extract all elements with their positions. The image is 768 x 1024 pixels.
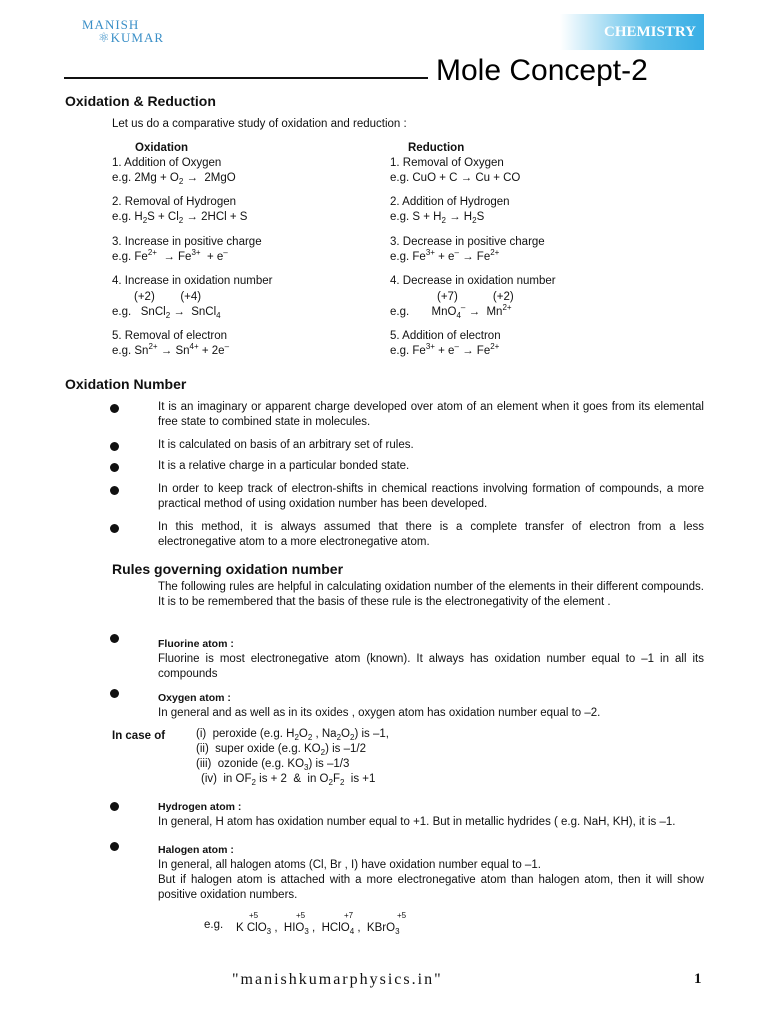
red-states-4: (+7) (+2) [437,291,514,303]
logo-line2-text: KUMAR [110,30,165,45]
case-fluorides: (iv) in $OF_2$ is + 2 & in $O_2F_2$ is +1 [201,773,376,787]
footer-site: "manishkumarphysics.in" [232,971,443,988]
subject-banner [560,14,704,50]
bullet-icon [110,802,119,811]
col-head-oxidation: Oxidation [135,142,189,154]
oxred-intro: Let us do a comparative study of oxidation and reduction : [112,118,407,130]
red-rule-2: 2. Addition of Hydrogen [390,196,510,208]
red-eq-2: e.g. $S + H_2 \to H_2S$ [390,211,485,225]
oxnum-point-3: It is a relative charge in a particular bonded state. [158,460,410,472]
ox-rule-3: 3. Increase in positive charge [112,236,262,248]
oxnum-point-4: In order to keep track of electron-shifts in chemical reactions involving formation of compounds, a more practical method of using oxidation number has been developed. [158,483,704,510]
ox-states-4: (+2) (+4) [134,291,202,303]
logo [82,18,164,44]
ox-eq-2: e.g. $H_2S + Cl_2 \to 2HCl + S$ [112,211,248,225]
ox-state-kbro3: +5 [397,911,407,920]
bullet-icon [110,442,119,451]
ox-eq-1: e.g. $2Mg + O_2 \to 2MgO$ [112,172,236,186]
atom-icon: ⚛ [98,30,111,45]
case-peroxide: (i) peroxide (e.g. $H_2O_2$ , $Na_2O_2$) is –1, [196,728,389,742]
halogen-eg-compounds: K ClO$_3$ , $HIO_3$ , HClO$_4$ , KBrO$_3$ [236,922,400,936]
red-eq-3: e.g. $Fe^{3+} + e^- \to Fe^{2+}$ [390,248,500,263]
page-number: 1 [694,971,702,987]
logo-line1: MANISH [82,17,140,32]
logo-line2 [98,31,164,44]
bullet-icon [110,634,119,643]
ox-rule-5: 5. Removal of electron [112,330,228,342]
oxygen-text: In general and as well as in its oxides , oxygen atom has oxidation number equal to –2. [158,707,601,719]
rules-intro: The following rules are helpful in calculating oxidation number of the elements in their different compounds. It is to be remembered that the basis of these rule is the electronegativity of the element . [158,581,704,608]
red-rule-1: 1. Removal of Oxygen [390,157,504,169]
ox-eq-3: e.g. $Fe^{2+} \to Fe^{3+} + e^-$ [112,248,228,263]
bullet-icon [110,404,119,413]
halogen-heading: Halogen atom : [158,844,234,856]
ox-rule-2: 2. Removal of Hydrogen [112,196,237,208]
bullet-icon [110,689,119,698]
halogen-text-1: In general, all halogen atoms (Cl, Br , I) have oxidation number equal to –1. [158,859,541,871]
page-title: Mole Concept-2 [436,54,648,87]
ox-rule-4: 4. Increase in oxidation number [112,275,273,287]
red-rule-4: 4. Decrease in oxidation number [390,275,556,287]
red-eq-4: e.g. $MnO_4^- \to Mn^{2+}$ [390,303,512,320]
fluorine-text: Fluorine is most electronegative atom (known). It always has oxidation number equal to –1 in all its compounds [158,653,704,680]
bullet-icon [110,463,119,472]
ox-state-hio3: +5 [296,911,306,920]
ox-state-hclo4: +7 [344,911,354,920]
red-eq-5: e.g. $Fe^{3+} + e^- \to Fe^{2+}$ [390,342,500,357]
fluorine-heading: Fluorine atom : [158,638,234,650]
red-eq-1: e.g. CuO + C → Cu + CO [390,172,521,184]
red-rule-5: 5. Addition of electron [390,330,501,342]
section-heading-oxred: Oxidation & Reduction [65,93,216,109]
halogen-text-2: But if halogen atom is attached with a more electronegative atom than halogen atom, then it will show positive oxidation numbers. [158,874,704,901]
oxygen-heading: Oxygen atom : [158,692,231,704]
in-case-of-label: In case of [112,730,166,742]
title-rule [64,77,428,79]
hydrogen-text: In general, H atom has oxidation number equal to +1. But in metallic hydrides ( e.g. NaH, KH), it is –1. [158,816,676,828]
case-ozonide: (iii) ozonide (e.g. $KO_3$) is –1/3 [196,758,350,772]
oxnum-point-5: In this method, it is always assumed that there is a complete transfer of electron from a less electronegative atom to a more electronegative atom. [158,521,704,548]
bullet-icon [110,524,119,533]
halogen-eg-label: e.g. [204,919,224,931]
bullet-icon [110,842,119,851]
col-head-reduction: Reduction [408,142,465,154]
oxnum-point-2: It is calculated on basis of an arbitrary set of rules. [158,439,414,451]
ox-state-kclo3: +5 [249,911,259,920]
ox-rule-1: 1. Addition of Oxygen [112,157,222,169]
bullet-icon [110,486,119,495]
section-heading-rules: Rules governing oxidation number [112,561,344,577]
case-superoxide: (ii) super oxide (e.g. $KO_2$) is –1/2 [196,743,367,757]
ox-eq-4: e.g. SnCl$_2$ → SnCl$_4$ [112,306,221,320]
ox-eq-5: e.g. $Sn^{2+} \to Sn^{4+} + 2e^-$ [112,342,230,357]
red-rule-3: 3. Decrease in positive charge [390,236,545,248]
oxnum-point-1: It is an imaginary or apparent charge developed over atom of an element when it goes from its elemental free state to combined state in molecules. [158,401,704,428]
hydrogen-heading: Hydrogen atom : [158,801,242,813]
section-heading-oxnum: Oxidation Number [65,376,187,392]
subject-label: CHEMISTRY [604,24,696,40]
